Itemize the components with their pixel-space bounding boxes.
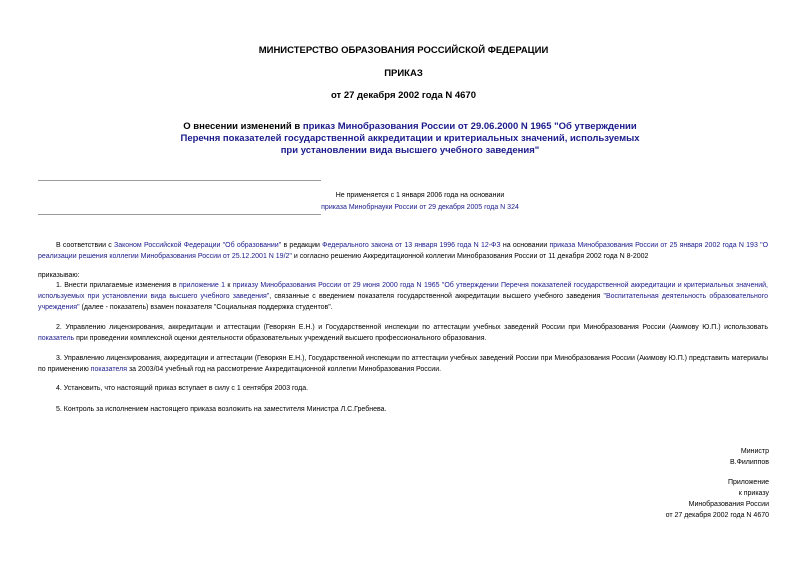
paragraph-item-2 [38,322,768,344]
note-divider-bottom [38,214,321,215]
signer-name: В.Филиппов [729,459,769,466]
title-link[interactable]: приказ Минобразования России от 29.06.2000 N 1965 "Об утверждении Перечня показателей государственной аккредитации и критериальных значений, используемых при установлении вида высшего учебного заведения" [180,121,640,156]
signer-position: Министр [740,448,769,455]
law-link[interactable]: Законом Российской Федерации "Об образовании" [114,242,282,249]
appendix-line-3: Минобразования России [688,501,769,508]
appendix-line-2: к приказу [738,490,769,497]
text-span: к [225,282,233,289]
text-span: В соответствии с [56,242,115,249]
paragraph-item-4: 4. Установить, что настоящий приказ вступает в силу с 1 сентября 2003 года. [56,385,309,392]
text-span: (далее - показатель) взамен показателя "Социальная поддержка студентов". [79,304,333,311]
federal-law-link[interactable]: Федерального закона от 13 января 1996 года N 12-ФЗ [322,242,501,249]
text-span: 3. Управлению лицензирования, аккредитации и аттестации (Геворкян Е.Н.), Государственной инспекции по аттестации учебных заведений России при Минобразования России (Акимову Ю.П.) представить материалы по применению [38,355,768,373]
text-span: , связанные с введением показателя государственной аккредитации высшего учебного заведения [269,293,604,300]
validity-note [270,190,570,214]
validity-note-link[interactable]: приказа Минобрнауки России от 29 декабря 2005 года N 324 [321,204,519,211]
document-type-heading: ПРИКАЗ [384,68,423,79]
paragraph-item-5: 5. Контроль за исполнением настоящего приказа возложить на заместителя Министра Л.С.Гребнева. [56,406,387,413]
title-prefix: О внесении изменений в [183,121,303,132]
text-span: за 2003/04 учебный год на рассмотрение Аккредитационной коллегии Минобразования России. [127,366,442,373]
paragraph-preamble [38,240,768,262]
document-title [180,121,640,157]
document-date: от 27 декабря 2002 года N 4670 [330,90,476,101]
ministry-heading: МИНИСТЕРСТВО ОБРАЗОВАНИЯ РОССИЙСКОЙ ФЕДЕРАЦИИ [258,45,549,56]
validity-note-text: Не применяется с 1 января 2006 года на основании [335,192,505,199]
note-divider-top [38,180,321,181]
order-193-link[interactable]: приказа Минобразования России от 25 января 2002 года N 193 "О реализации решения коллегии Минобразования России от 25.12.2001 N 19/2" [38,242,769,260]
appendix-line-4: от 27 декабря 2002 года N 4670 [665,512,769,519]
text-span: и согласно решению Аккредитационной коллегии Минобразования России от 11 декабря 2002 года N 8-2002 [291,253,649,260]
paragraph-item-3 [38,353,768,375]
appendix-block [569,477,769,521]
appendix-line-1: Приложение [727,479,769,486]
indicator-link[interactable]: показателя [90,366,127,373]
appendix-1-link[interactable]: приложение 1 [179,282,226,289]
indicator-link[interactable]: показатель [38,335,75,342]
text-span: 2. Управлению лицензирования, аккредитации и аттестации (Геворкян Е.Н.) и Государственной инспекции по аттестации учебных заведений России при Минобразования России (Акимову Ю.П.) использовать [56,324,768,331]
text-span: при проведении комплексной оценки деятельности образовательных учреждений высшего профессионального образования. [74,335,487,342]
signature-block [569,446,769,468]
paragraph-item-1 [38,280,768,313]
indicator-link[interactable]: "Воспитательная деятельность образовательного учреждения" [38,293,768,311]
text-span: 1. Внести прилагаемые изменения в [56,282,179,289]
paragraph-order-word: приказываю: [38,272,80,279]
text-span: в редакции [281,242,323,249]
text-span: на основании [500,242,550,249]
order-1965-link[interactable]: приказу Минобразования России от 29 июня 2000 года N 1965 "Об утверждении Перечня показателей государственной аккредитации и критериальных значений, используемых при установлении вида высшего учебного заведения" [38,282,769,300]
